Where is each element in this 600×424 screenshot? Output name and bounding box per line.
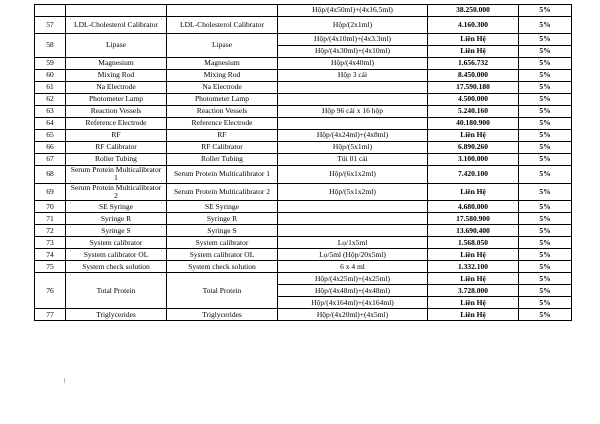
item-number-text: 63 [46,106,54,116]
packaging: Hộp/(5x1ml) [278,142,428,154]
technical-name-text: Reaction Vessels [196,106,248,116]
packaging [278,82,428,94]
item-number-text: 74 [46,249,54,259]
unit-price: 4.500.000 [428,94,519,106]
packaging: Hộp/(5x1x2ml) [278,183,428,201]
table-row [35,213,572,225]
technical-name [167,70,278,82]
item-number-text: 75 [46,261,54,271]
vat-rate: 5% [519,154,572,166]
item-number-text: 62 [46,94,54,104]
unit-price: Liên Hệ [428,34,519,46]
item-number [35,106,66,118]
vat-rate: 5% [519,46,572,58]
table-row [35,17,572,34]
technical-name-text: Lipase [212,40,232,50]
unit-price: 1.656.732 [428,58,519,70]
table-row [35,70,572,82]
technical-name [167,183,278,201]
item-number [35,94,66,106]
packaging: Hộp/(4x24ml)+(4x8ml) [278,130,428,142]
vat-rate: 5% [519,297,572,309]
item-number-text: 67 [46,154,54,164]
item-number [35,154,66,166]
packaging: Túi 01 cái [278,154,428,166]
vat-rate: 5% [519,130,572,142]
product-name [66,261,167,273]
table-row [35,261,572,273]
vat-rate: 5% [519,34,572,46]
technical-name-text: SE Syringe [205,201,239,211]
technical-name-text: Na Electrode [202,82,242,92]
product-name [66,201,167,213]
packaging: Hộp/(4x164ml)+(4x164ml) [278,297,428,309]
packaging: Hộp/(4x20ml)+(4x5ml) [278,309,428,321]
packaging [278,213,428,225]
table-row [35,118,572,130]
vat-rate: 5% [519,17,572,34]
technical-name-text: Triglycerides [202,309,242,319]
product-name-text: Serum Protein Multicalibrator 2 [70,183,162,200]
unit-price: 17.590.180 [428,82,519,94]
product-name-text: Total Protein [96,285,136,295]
item-number [35,70,66,82]
technical-name [167,142,278,154]
technical-name [167,249,278,261]
item-number [35,213,66,225]
table-row [35,309,572,321]
item-number-text: 70 [46,201,54,211]
product-name-text: Photometer Lamp [89,94,143,104]
packaging: Hộp/(4x48ml)+(4x48ml) [278,285,428,297]
product-name [66,154,167,166]
technical-name-text: RF Calibrator [201,142,243,152]
product-name-text: Reference Electrode [85,118,147,128]
table-row [35,58,572,70]
vat-rate: 5% [519,273,572,285]
technical-name [167,273,278,309]
product-name [66,183,167,201]
technical-name-text: RF [217,130,227,140]
unit-price: Liên Hệ [428,46,519,58]
item-number [35,166,66,184]
unit-price: 5.240.160 [428,106,519,118]
item-number-text: 59 [46,58,54,68]
vat-rate: 5% [519,58,572,70]
vat-rate: 5% [519,309,572,321]
packaging [278,118,428,130]
packaging: Hộp/(4x25ml)+(4x25ml) [278,273,428,285]
product-name [66,237,167,249]
item-number [35,130,66,142]
table-row [35,154,572,166]
technical-name-text: Magnesium [204,58,240,68]
vat-rate: 5% [519,183,572,201]
technical-name [167,34,278,58]
product-name [66,213,167,225]
product-name-text: LDL-Cholesterol Calibrator [74,19,158,29]
item-number-text: 71 [46,213,54,223]
packaging [278,201,428,213]
technical-name [167,213,278,225]
item-number-text: 76 [46,285,54,295]
unit-price: 7.420.100 [428,166,519,184]
item-number [35,142,66,154]
packaging [278,225,428,237]
unit-price: 1.332.100 [428,261,519,273]
unit-price: 8.450.000 [428,70,519,82]
technical-name [167,118,278,130]
item-number [35,225,66,237]
item-number [35,17,66,34]
product-name-text: Serum Protein Multicalibrator 1 [70,165,162,183]
unit-price: Liên Hệ [428,183,519,201]
product-name-text: Reaction Vessels [90,106,142,116]
vat-rate: 5% [519,213,572,225]
item-number-text: 68 [46,169,54,179]
unit-price: 3.100.000 [428,154,519,166]
product-name-text: Lipase [106,40,126,50]
product-name [66,225,167,237]
product-name [66,82,167,94]
technical-name [167,130,278,142]
vat-rate: 5% [519,94,572,106]
vat-rate: 5% [519,142,572,154]
unit-price: Liên Hệ [428,130,519,142]
product-name-text: Na Electrode [96,82,136,92]
technical-name-text: Photometer Lamp [195,94,249,104]
packaging: Lọ/1x5ml [278,237,428,249]
unit-price: 13.690.400 [428,225,519,237]
unit-price: 4.680.000 [428,201,519,213]
vat-rate: 5% [519,82,572,94]
product-name-text: RF Calibrator [95,142,137,152]
technical-name [167,58,278,70]
packaging: Hộp/(4x50ml)+(4x16.5ml) [278,5,428,17]
item-number-text: 64 [46,118,54,128]
product-name-text: Triglycerides [96,309,136,319]
table-row [35,183,572,201]
item-number [35,118,66,130]
table-row [35,82,572,94]
vat-rate: 5% [519,106,572,118]
price-table-body [35,5,572,321]
table-row [35,201,572,213]
vat-rate: 5% [519,118,572,130]
technical-name-text: System calibrator [195,237,249,247]
item-number [35,82,66,94]
product-name [66,130,167,142]
unit-price: 40.180.900 [428,118,519,130]
product-name [66,94,167,106]
vat-rate: 5% [519,261,572,273]
item-number-text: 77 [46,309,54,319]
product-name [66,309,167,321]
technical-name [167,237,278,249]
item-number [35,5,66,17]
item-number [35,237,66,249]
unit-price: 38.250.000 [428,5,519,17]
technical-name [167,225,278,237]
table-row [35,106,572,118]
unit-price: 17.580.900 [428,213,519,225]
packaging: Hộp 3 cái [278,70,428,82]
item-number [35,201,66,213]
table-row [35,142,572,154]
product-name [66,273,167,309]
table-row [35,249,572,261]
vat-rate: 5% [519,70,572,82]
technical-name [167,201,278,213]
item-number [35,58,66,70]
product-name-text: Magnesium [98,58,134,68]
packaging: Hộp/(4x30ml)+(4x10ml) [278,46,428,58]
product-name-text: System calibrator OL [83,249,149,259]
technical-name-text: Total Protein [202,285,242,295]
product-name [66,58,167,70]
technical-name [167,261,278,273]
product-name-text: SE Syringe [99,201,133,211]
table-row [35,94,572,106]
vat-rate: 5% [519,201,572,213]
vat-rate: 5% [519,285,572,297]
table-row [35,166,572,184]
product-name-text: Syringe S [101,225,131,235]
unit-price: 3.728.000 [428,285,519,297]
product-name-text: System check solution [82,261,150,271]
product-name [66,118,167,130]
item-number [35,34,66,58]
technical-name-text: Serum Protein Multicalibrator 1 [173,169,271,179]
technical-name [167,5,278,17]
item-number-text: 58 [46,40,54,50]
technical-name-text: LDL-Cholesterol Calibrator [180,19,264,29]
paragraph-mark [64,378,67,383]
item-number [35,261,66,273]
vat-rate: 5% [519,249,572,261]
technical-name [167,17,278,34]
packaging: Hộp 96 cái x 16 hộp [278,106,428,118]
table-row [35,130,572,142]
product-name [66,106,167,118]
vat-rate: 5% [519,225,572,237]
item-number-text: 57 [46,19,54,29]
table-row [35,237,572,249]
product-name [66,249,167,261]
item-number-text: 69 [46,186,54,196]
technical-name-text: Syringe R [206,213,238,223]
item-number-text: 61 [46,82,54,92]
vat-rate: 5% [519,5,572,17]
product-name [66,142,167,154]
product-name-text: Syringe R [100,213,132,223]
item-number-text: 73 [46,237,54,247]
unit-price: Liên Hệ [428,273,519,285]
product-name [66,34,167,58]
technical-name [167,154,278,166]
item-number [35,183,66,201]
packaging: Hộp/(2x1ml) [278,17,428,34]
technical-name [167,166,278,184]
table-row [35,273,572,285]
technical-name-text: Mixing Rod [203,70,241,80]
item-number [35,309,66,321]
technical-name-text: System check solution [188,261,256,271]
packaging: Lọ/5ml (Hộp/20x5ml) [278,249,428,261]
technical-name-text: System calibrator OL [189,249,255,259]
technical-name-text: Roller Tubing [201,154,243,164]
table-row [35,34,572,46]
product-name [66,5,167,17]
packaging: 6 x 4 ml [278,261,428,273]
table-row [35,225,572,237]
packaging: Hộp/(6x1x2ml) [278,166,428,184]
packaging: Hộp/(4x40ml) [278,58,428,70]
vat-rate: 5% [519,237,572,249]
product-name-text: Mixing Rod [97,70,135,80]
unit-price: Liên Hệ [428,297,519,309]
item-number [35,249,66,261]
technical-name-text: Syringe S [207,225,237,235]
product-name-text: System calibrator [89,237,143,247]
item-number [35,273,66,309]
technical-name-text: Serum Protein Multicalibrator 2 [173,186,271,196]
technical-name [167,106,278,118]
vat-rate: 5% [519,166,572,184]
unit-price: 6.890.260 [428,142,519,154]
item-number-text: 60 [46,70,54,80]
unit-price: Liên Hệ [428,249,519,261]
technical-name-text: Reference Electrode [191,118,253,128]
product-name [66,70,167,82]
item-number-text: 65 [46,130,54,140]
unit-price: 4.160.300 [428,17,519,34]
item-number-text: 72 [46,225,54,235]
product-name-text: Roller Tubing [95,154,137,164]
technical-name [167,82,278,94]
table-row [35,5,572,17]
product-name-text: RF [111,130,121,140]
price-table [34,4,572,321]
item-number-text: 66 [46,142,54,152]
packaging [278,94,428,106]
technical-name [167,94,278,106]
unit-price: 1.568.050 [428,237,519,249]
product-name [66,17,167,34]
packaging: Hộp/(4x10ml)+(4x3.3ml) [278,34,428,46]
technical-name [167,309,278,321]
product-name [66,166,167,184]
unit-price: Liên Hệ [428,309,519,321]
